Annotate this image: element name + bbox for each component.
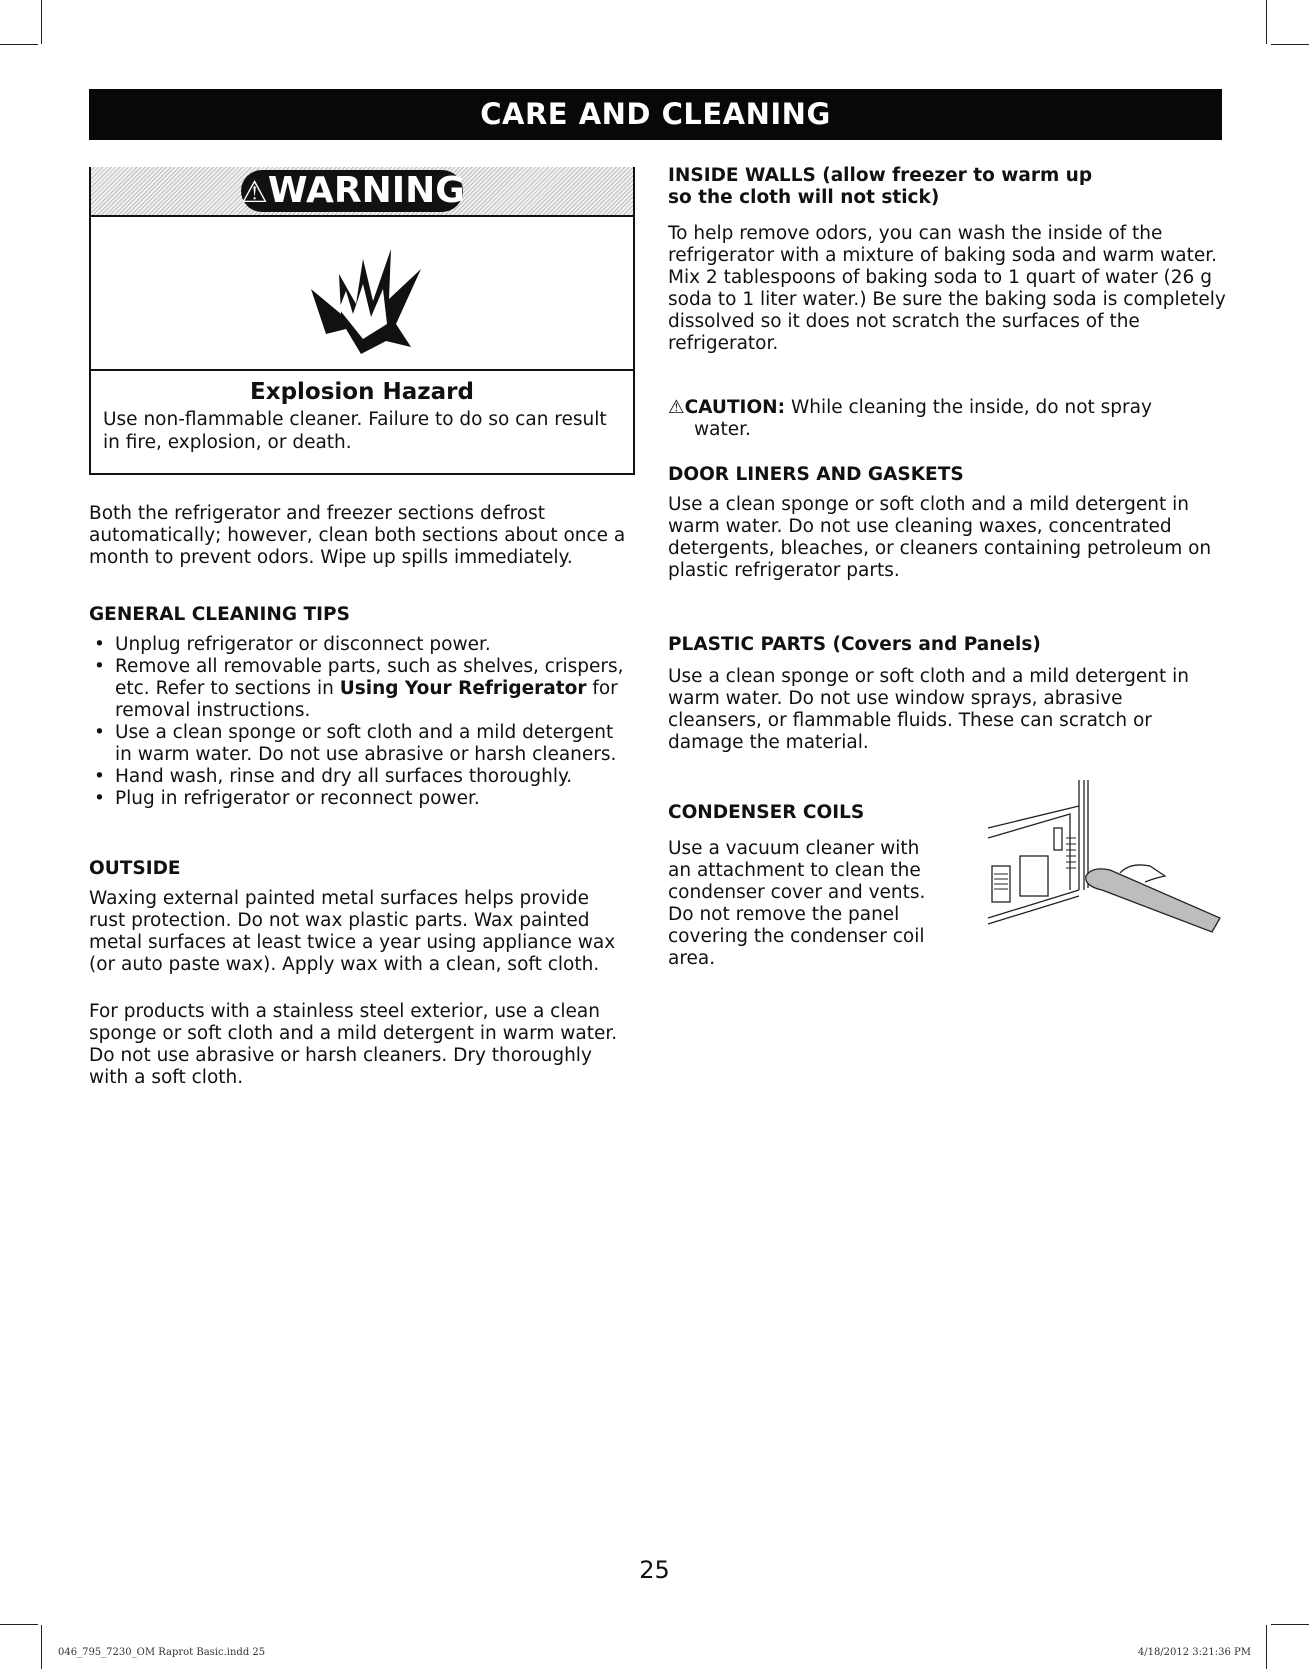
inside-walls-paragraph [668, 223, 1228, 355]
outside-text-1: Waxing external painted metal surfaces helps provide rust protection. Do not wax plastic parts. Wax painted metal surfaces at least twice a year using appliance wax (or auto paste wax). Apply wax with a clean, soft cloth. [89, 888, 616, 975]
crop-mark [41, 0, 42, 44]
hazard-text: Use non-flammable cleaner. Failure to do so can result in fire, explosion, or death. [103, 409, 607, 453]
crop-mark [1271, 44, 1309, 45]
outside-text-2: For products with a stainless steel exterior, use a clean sponge or soft cloth and a mild detergent in warm water. Do not use abrasive or harsh cleaners. Dry thoroughly with a soft cloth. [89, 1001, 618, 1088]
outside-paragraph-2 [89, 1001, 629, 1089]
general-cleaning-heading: GENERAL CLEANING TIPS [89, 604, 350, 625]
list-item [89, 634, 629, 656]
plastic-parts-paragraph [668, 666, 1208, 754]
door-liners-heading: DOOR LINERS AND GASKETS [668, 464, 964, 485]
tip-text: Plug in refrigerator or reconnect power. [115, 788, 480, 809]
intro-paragraph: Both the refrigerator and freezer sections defrost automatically; however, clean both sections about once a month to prevent odors. Wipe up spills immediately. [89, 503, 626, 568]
outside-paragraph-1 [89, 888, 629, 976]
door-liners-text: Use a clean sponge or soft cloth and a mild detergent in warm water. Do not use cleaning waxes, concentrated detergents, bleaches, or cleaners containing petroleum on plastic refrigerator parts. [668, 494, 1212, 581]
caution-text: While cleaning the inside, do not spray water. [694, 397, 1152, 440]
condenser-coils-heading: CONDENSER COILS [668, 802, 865, 823]
crop-mark [1266, 0, 1267, 44]
inside-walls-text: To help remove odors, you can wash the inside of the refrigerator with a mixture of baking soda and warm water. Mix 2 tablespoons of baking soda to 1 quart of water (26 g soda to 1 liter water.) Be sure the baking soda is completely dissolved so it does not scratch the surfaces of the refrigerator. [668, 223, 1226, 354]
hazard-separator [91, 369, 633, 371]
list-item [89, 766, 629, 788]
condenser-vacuum-illustration [980, 778, 1225, 953]
tip-text: Unplug refrigerator or disconnect power. [115, 634, 491, 655]
outside-heading: OUTSIDE [89, 858, 181, 879]
list-item [89, 722, 629, 766]
warning-label-pill [241, 170, 463, 212]
list-item [89, 656, 629, 722]
inside-walls-heading: INSIDE WALLS (allow freezer to warm up so the cloth will not stick) [668, 165, 1093, 208]
crop-mark [0, 1624, 38, 1625]
crop-mark [1266, 1625, 1267, 1669]
warning-box [89, 167, 635, 475]
plastic-parts-heading: PLASTIC PARTS (Covers and Panels) [668, 634, 1041, 655]
caution-notice [668, 397, 1208, 441]
tip-text-bold: Using Your Refrigerator [339, 678, 587, 699]
door-liners-paragraph [668, 494, 1228, 582]
footer-timestamp: 4/18/2012 3:21:36 PM [1137, 1647, 1251, 1658]
warning-label: WARNING [267, 170, 465, 211]
hazard-title: Explosion Hazard [250, 379, 474, 405]
section-banner: CARE AND CLEANING [89, 89, 1222, 140]
warning-header [91, 167, 633, 217]
left-column [89, 503, 629, 569]
bullet-icon: • [94, 766, 105, 787]
explosion-icon [301, 229, 431, 359]
tip-text: Use a clean sponge or soft cloth and a mild detergent in warm water. Do not use abrasive or harsh cleaners. [115, 722, 617, 765]
condenser-coils-paragraph [668, 838, 933, 970]
plastic-parts-text: Use a clean sponge or soft cloth and a mild detergent in warm water. Do not use window sprays, abrasive cleansers, or flammable fluids. These can scratch or damage the material. [668, 666, 1190, 753]
bullet-icon: • [94, 634, 105, 655]
warning-triangle-icon: ⚠ [241, 175, 268, 210]
tip-text-post: for removal instructions. [115, 678, 618, 721]
crop-mark [41, 1625, 42, 1669]
footer-file-info: 046_795_7230_OM Raprot Basic.indd 25 [58, 1647, 266, 1658]
list-item [89, 788, 629, 810]
bullet-icon: • [94, 722, 105, 743]
crop-mark [1271, 1624, 1309, 1625]
tip-text-pre: Remove all removable parts, such as shelves, crispers, etc. Refer to sections in [115, 656, 624, 699]
cleaning-tips-list [89, 634, 629, 810]
crop-mark [0, 44, 38, 45]
condenser-coils-text: Use a vacuum cleaner with an attachment to clean the condenser cover and vents. Do not remove the panel covering the condenser coil area. [668, 838, 926, 969]
caution-triangle-icon: ⚠ [668, 397, 685, 418]
caution-label: CAUTION: [684, 397, 786, 418]
bullet-icon: • [94, 656, 105, 677]
tip-text: Hand wash, rinse and dry all surfaces thoroughly. [115, 766, 573, 787]
page-number: 25 [639, 1556, 670, 1584]
bullet-icon: • [94, 788, 105, 809]
